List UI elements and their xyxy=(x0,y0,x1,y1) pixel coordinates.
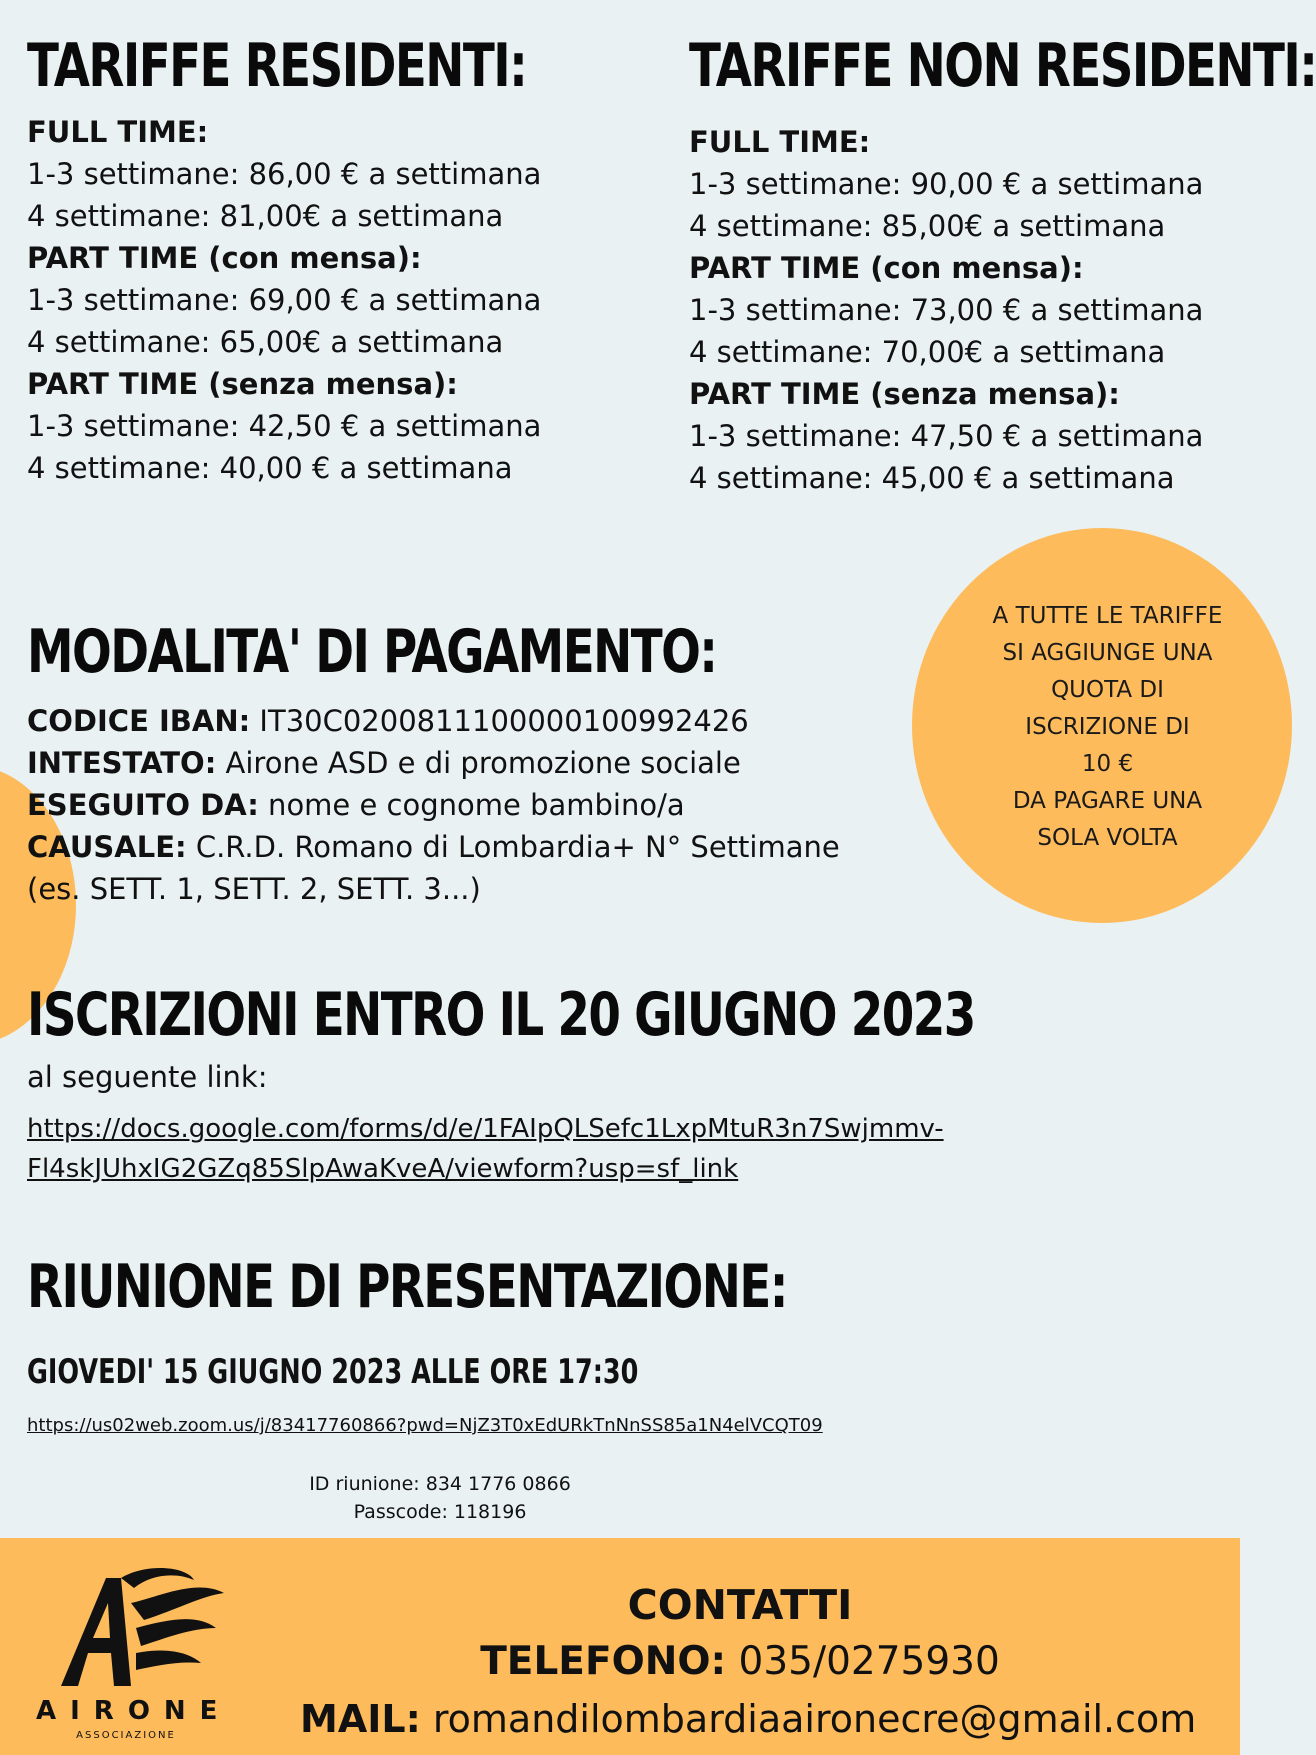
non-residents-parttime-mensa-line2: 4 settimane: 70,00€ a settimana xyxy=(689,335,1166,369)
contacts-footer xyxy=(0,1538,1240,1755)
callout-line: 10 € xyxy=(1081,751,1134,777)
registration-link-line1: https://docs.google.com/forms/d/e/1FAIpQLSefc1LxpMtuR3n7Swjmmv- xyxy=(27,1114,944,1144)
non-residents-fulltime-line2: 4 settimane: 85,00€ a settimana xyxy=(689,209,1166,243)
payer-value: nome e cognome bambino/a xyxy=(258,788,685,822)
residents-fulltime-line1: 1-3 settimane: 86,00 € a settimana xyxy=(27,157,542,191)
residents-fulltime-line2: 4 settimane: 81,00€ a settimana xyxy=(27,199,504,233)
meeting-credentials xyxy=(270,1470,610,1526)
meeting-id: ID riunione: 834 1776 0866 xyxy=(309,1473,571,1495)
reason-value: C.R.D. Romano di Lombardia+ N° Settimane xyxy=(186,830,840,864)
non-residents-fulltime-heading: FULL TIME: xyxy=(689,125,871,159)
residents-fulltime-heading: FULL TIME: xyxy=(27,115,209,149)
iban-label: CODICE IBAN: xyxy=(27,704,251,738)
meeting-passcode: Passcode: 118196 xyxy=(353,1501,527,1523)
mail-label: MAIL: xyxy=(300,1697,421,1741)
residents-parttime-mensa-line2: 4 settimane: 65,00€ a settimana xyxy=(27,325,504,359)
phone-value[interactable]: 035/0275930 xyxy=(726,1639,1000,1684)
meeting-datetime: GIOVEDI' 15 GIUGNO 2023 ALLE ORE 17:30 xyxy=(27,1352,639,1392)
residents-rates xyxy=(27,111,541,489)
callout-line: QUOTA DI xyxy=(1051,677,1164,703)
non-residents-fulltime-line1: 1-3 settimane: 90,00 € a settimana xyxy=(689,167,1204,201)
non-residents-parttime-nomensa-heading: PART TIME (senza mensa): xyxy=(689,377,1120,411)
registration-link-line2: Fl4skJUhxIG2GZq85SlpAwaKveA/viewform?usp=sf_link xyxy=(27,1154,739,1184)
residents-parttime-nomensa-line1: 1-3 settimane: 42,50 € a settimana xyxy=(27,409,542,443)
non-residents-parttime-mensa-line1: 1-3 settimane: 73,00 € a settimana xyxy=(689,293,1204,327)
residents-parttime-nomensa-heading: PART TIME (senza mensa): xyxy=(27,367,458,401)
callout-line: ISCRIZIONE DI xyxy=(1025,714,1190,740)
non-residents-rates xyxy=(689,121,1203,499)
callout-line: SOLA VOLTA xyxy=(1037,825,1178,851)
non-residents-parttime-nomensa-line1: 1-3 settimane: 47,50 € a settimana xyxy=(689,419,1204,453)
payment-title: MODALITA' DI PAGAMENTO: xyxy=(27,617,717,687)
non-residents-parttime-mensa-heading: PART TIME (con mensa): xyxy=(689,251,1084,285)
heron-logo-icon xyxy=(26,1558,226,1688)
mail-value[interactable]: romandilombardiaaironecre@gmail.com xyxy=(420,1697,1197,1741)
registration-title: ISCRIZIONI ENTRO IL 20 GIUGNO 2023 xyxy=(27,980,975,1050)
residents-parttime-mensa-heading: PART TIME (con mensa): xyxy=(27,241,422,275)
holder-value: Airone ASD e di promozione sociale xyxy=(216,746,741,780)
registration-fee-callout xyxy=(975,598,1240,857)
zoom-meeting-link[interactable]: https://us02web.zoom.us/j/83417760866?pwd=NjZ3T0xEdURkTnNnSS85a1N4elVCQT09 xyxy=(27,1415,823,1436)
logo-name: AIRONE xyxy=(36,1696,232,1726)
residents-parttime-mensa-line1: 1-3 settimane: 69,00 € a settimana xyxy=(27,283,542,317)
registration-form-link[interactable] xyxy=(27,1109,944,1189)
callout-line: SI AGGIUNGE UNA xyxy=(1002,640,1213,666)
contacts-title: CONTATTI xyxy=(627,1581,853,1629)
meeting-title: RIUNIONE DI PRESENTAZIONE: xyxy=(27,1252,787,1322)
iban-value: IT30C0200811100000100992426 xyxy=(250,704,749,738)
callout-line: A TUTTE LE TARIFFE xyxy=(992,603,1223,629)
logo-subtitle: ASSOCIAZIONE xyxy=(76,1730,176,1741)
reason-label: CAUSALE: xyxy=(27,830,187,864)
non-residents-parttime-nomensa-line2: 4 settimane: 45,00 € a settimana xyxy=(689,461,1175,495)
residents-parttime-nomensa-line2: 4 settimane: 40,00 € a settimana xyxy=(27,451,513,485)
reason-example: (es. SETT. 1, SETT. 2, SETT. 3...) xyxy=(27,872,481,906)
payment-details xyxy=(27,700,840,910)
airone-logo xyxy=(26,1558,232,1741)
registration-subtitle: al seguente link: xyxy=(27,1060,268,1094)
residents-title: TARIFFE RESIDENTI: xyxy=(27,31,527,101)
phone-line xyxy=(300,1637,1180,1687)
non-residents-title: TARIFFE NON RESIDENTI: xyxy=(689,31,1316,101)
callout-line: DA PAGARE UNA xyxy=(1012,788,1203,814)
phone-label: TELEFONO: xyxy=(480,1639,727,1684)
holder-label: INTESTATO: xyxy=(27,746,217,780)
mail-line xyxy=(300,1694,1197,1744)
payer-label: ESEGUITO DA: xyxy=(27,788,259,822)
